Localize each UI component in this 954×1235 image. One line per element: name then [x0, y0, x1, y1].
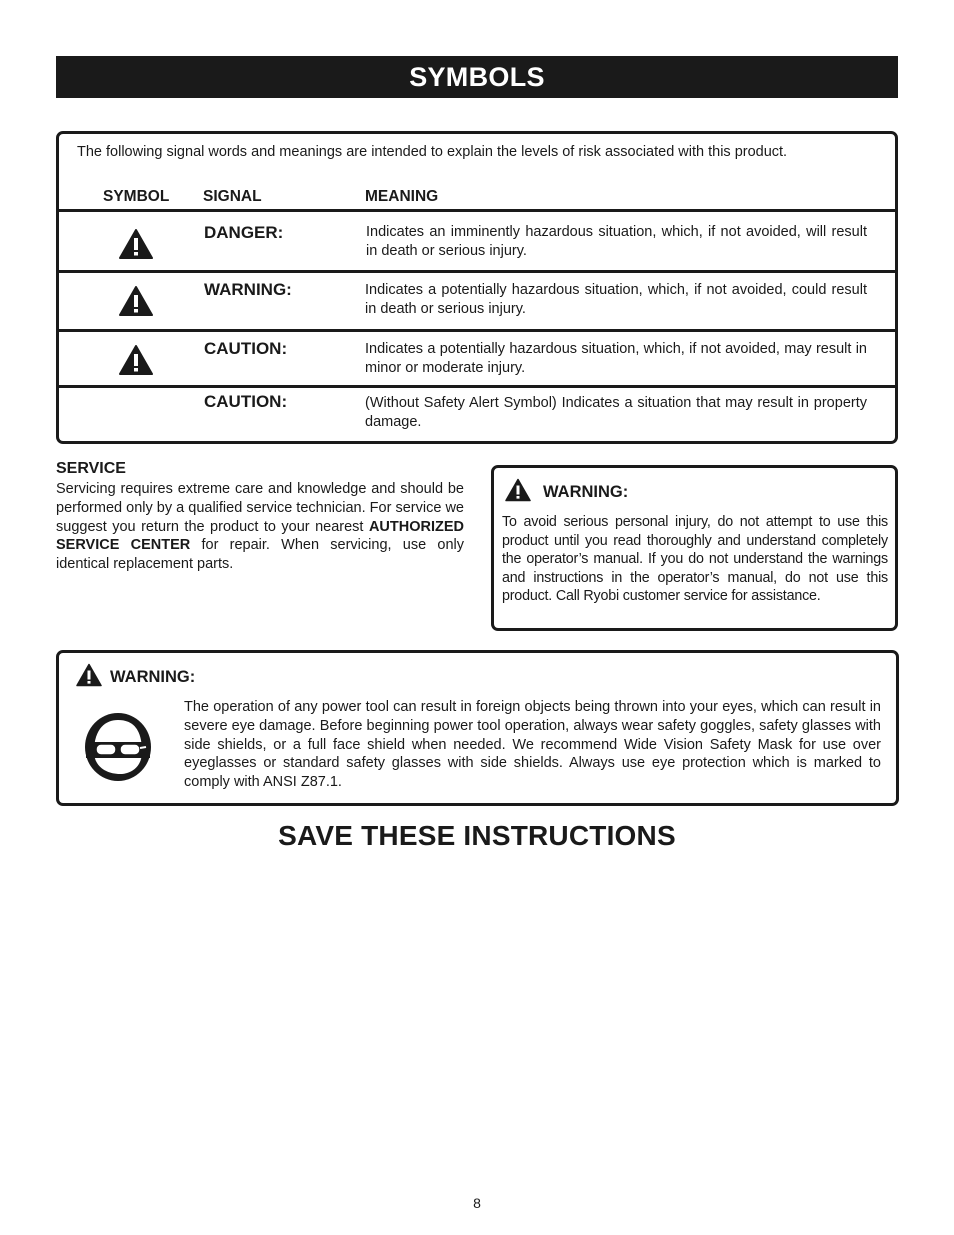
page-title: SYMBOLS — [56, 56, 898, 98]
symbol-row-caution — [59, 329, 895, 385]
symbol-row-warning — [59, 270, 895, 329]
signal-danger: DANGER: — [204, 223, 284, 242]
service-text — [56, 480, 464, 574]
service-section — [56, 460, 464, 574]
eye-warning-heading: WARNING: — [110, 668, 196, 686]
safety-alert-triangle-icon — [119, 228, 153, 260]
symbols-intro: The following signal words and meanings are intended to explain the levels of risk associated with this product. — [77, 144, 788, 160]
service-text-part: Servicing requires extreme care and knowledge and should be performed only by a qualified service technician. For service we suggest you return the product to your nearest — [56, 481, 464, 535]
symbol-row-danger — [59, 209, 895, 270]
service-heading: SERVICE — [56, 460, 126, 477]
header-signal: SIGNAL — [203, 188, 262, 205]
signal-caution-no-symbol: CAUTION: — [204, 392, 288, 411]
eye-warning-box — [56, 650, 899, 806]
header-symbol: SYMBOL — [103, 188, 170, 205]
signal-warning: WARNING: — [204, 280, 292, 299]
authorized-service-center: AUTHORIZED SERVICE CENTER — [56, 518, 464, 554]
manual-warning-text: To avoid serious personal injury, do not attempt to use this product until you read thoroughly and understand completely the operator’s manual. If you do not understand the warnings and instructions in the operator’s manual, do not use this product. Call Ryobi customer service for assistance. — [502, 514, 888, 605]
signal-caution: CAUTION: — [204, 339, 288, 358]
manual-warning-heading: WARNING: — [543, 483, 629, 501]
header-meaning: MEANING — [365, 188, 439, 205]
meaning-danger: Indicates an imminently hazardous situation, which, if not avoided, will result in death or serious injury. — [366, 224, 867, 259]
manual-warning-box — [491, 465, 898, 631]
meaning-caution-no-symbol: (Without Safety Alert Symbol) Indicates a situation that may result in property damage. — [365, 395, 867, 430]
service-text-part: for repair. When servicing, use only identical replacement parts. — [56, 537, 464, 573]
save-instructions-heading: SAVE THESE INSTRUCTIONS — [278, 820, 676, 851]
safety-alert-triangle-icon — [505, 478, 531, 502]
safety-alert-triangle-icon — [119, 344, 153, 376]
eye-protection-icon — [84, 712, 152, 782]
meaning-warning: Indicates a potentially hazardous situation, which, if not avoided, could result in death or serious injury. — [365, 282, 867, 317]
page-number: 8 — [473, 1195, 481, 1211]
symbols-table — [56, 131, 898, 444]
symbol-row-caution-no-symbol — [59, 385, 895, 444]
safety-alert-triangle-icon — [76, 663, 102, 687]
meaning-caution: Indicates a potentially hazardous situation, which, if not avoided, may result in minor or moderate injury. — [365, 341, 867, 376]
eye-warning-text: The operation of any power tool can result in foreign objects being thrown into your eyes, which can result in severe eye damage. Before beginning power tool operation, always wear safety goggles, safety glasses with side shields, or a full face shield when needed. We recommend Wide Vision Safety Mask for use over eyeglasses or standard safety glasses with side shields. Always use eye protection which is marked to comply with ANSI Z87.1. — [184, 699, 881, 791]
safety-alert-triangle-icon — [119, 285, 153, 317]
